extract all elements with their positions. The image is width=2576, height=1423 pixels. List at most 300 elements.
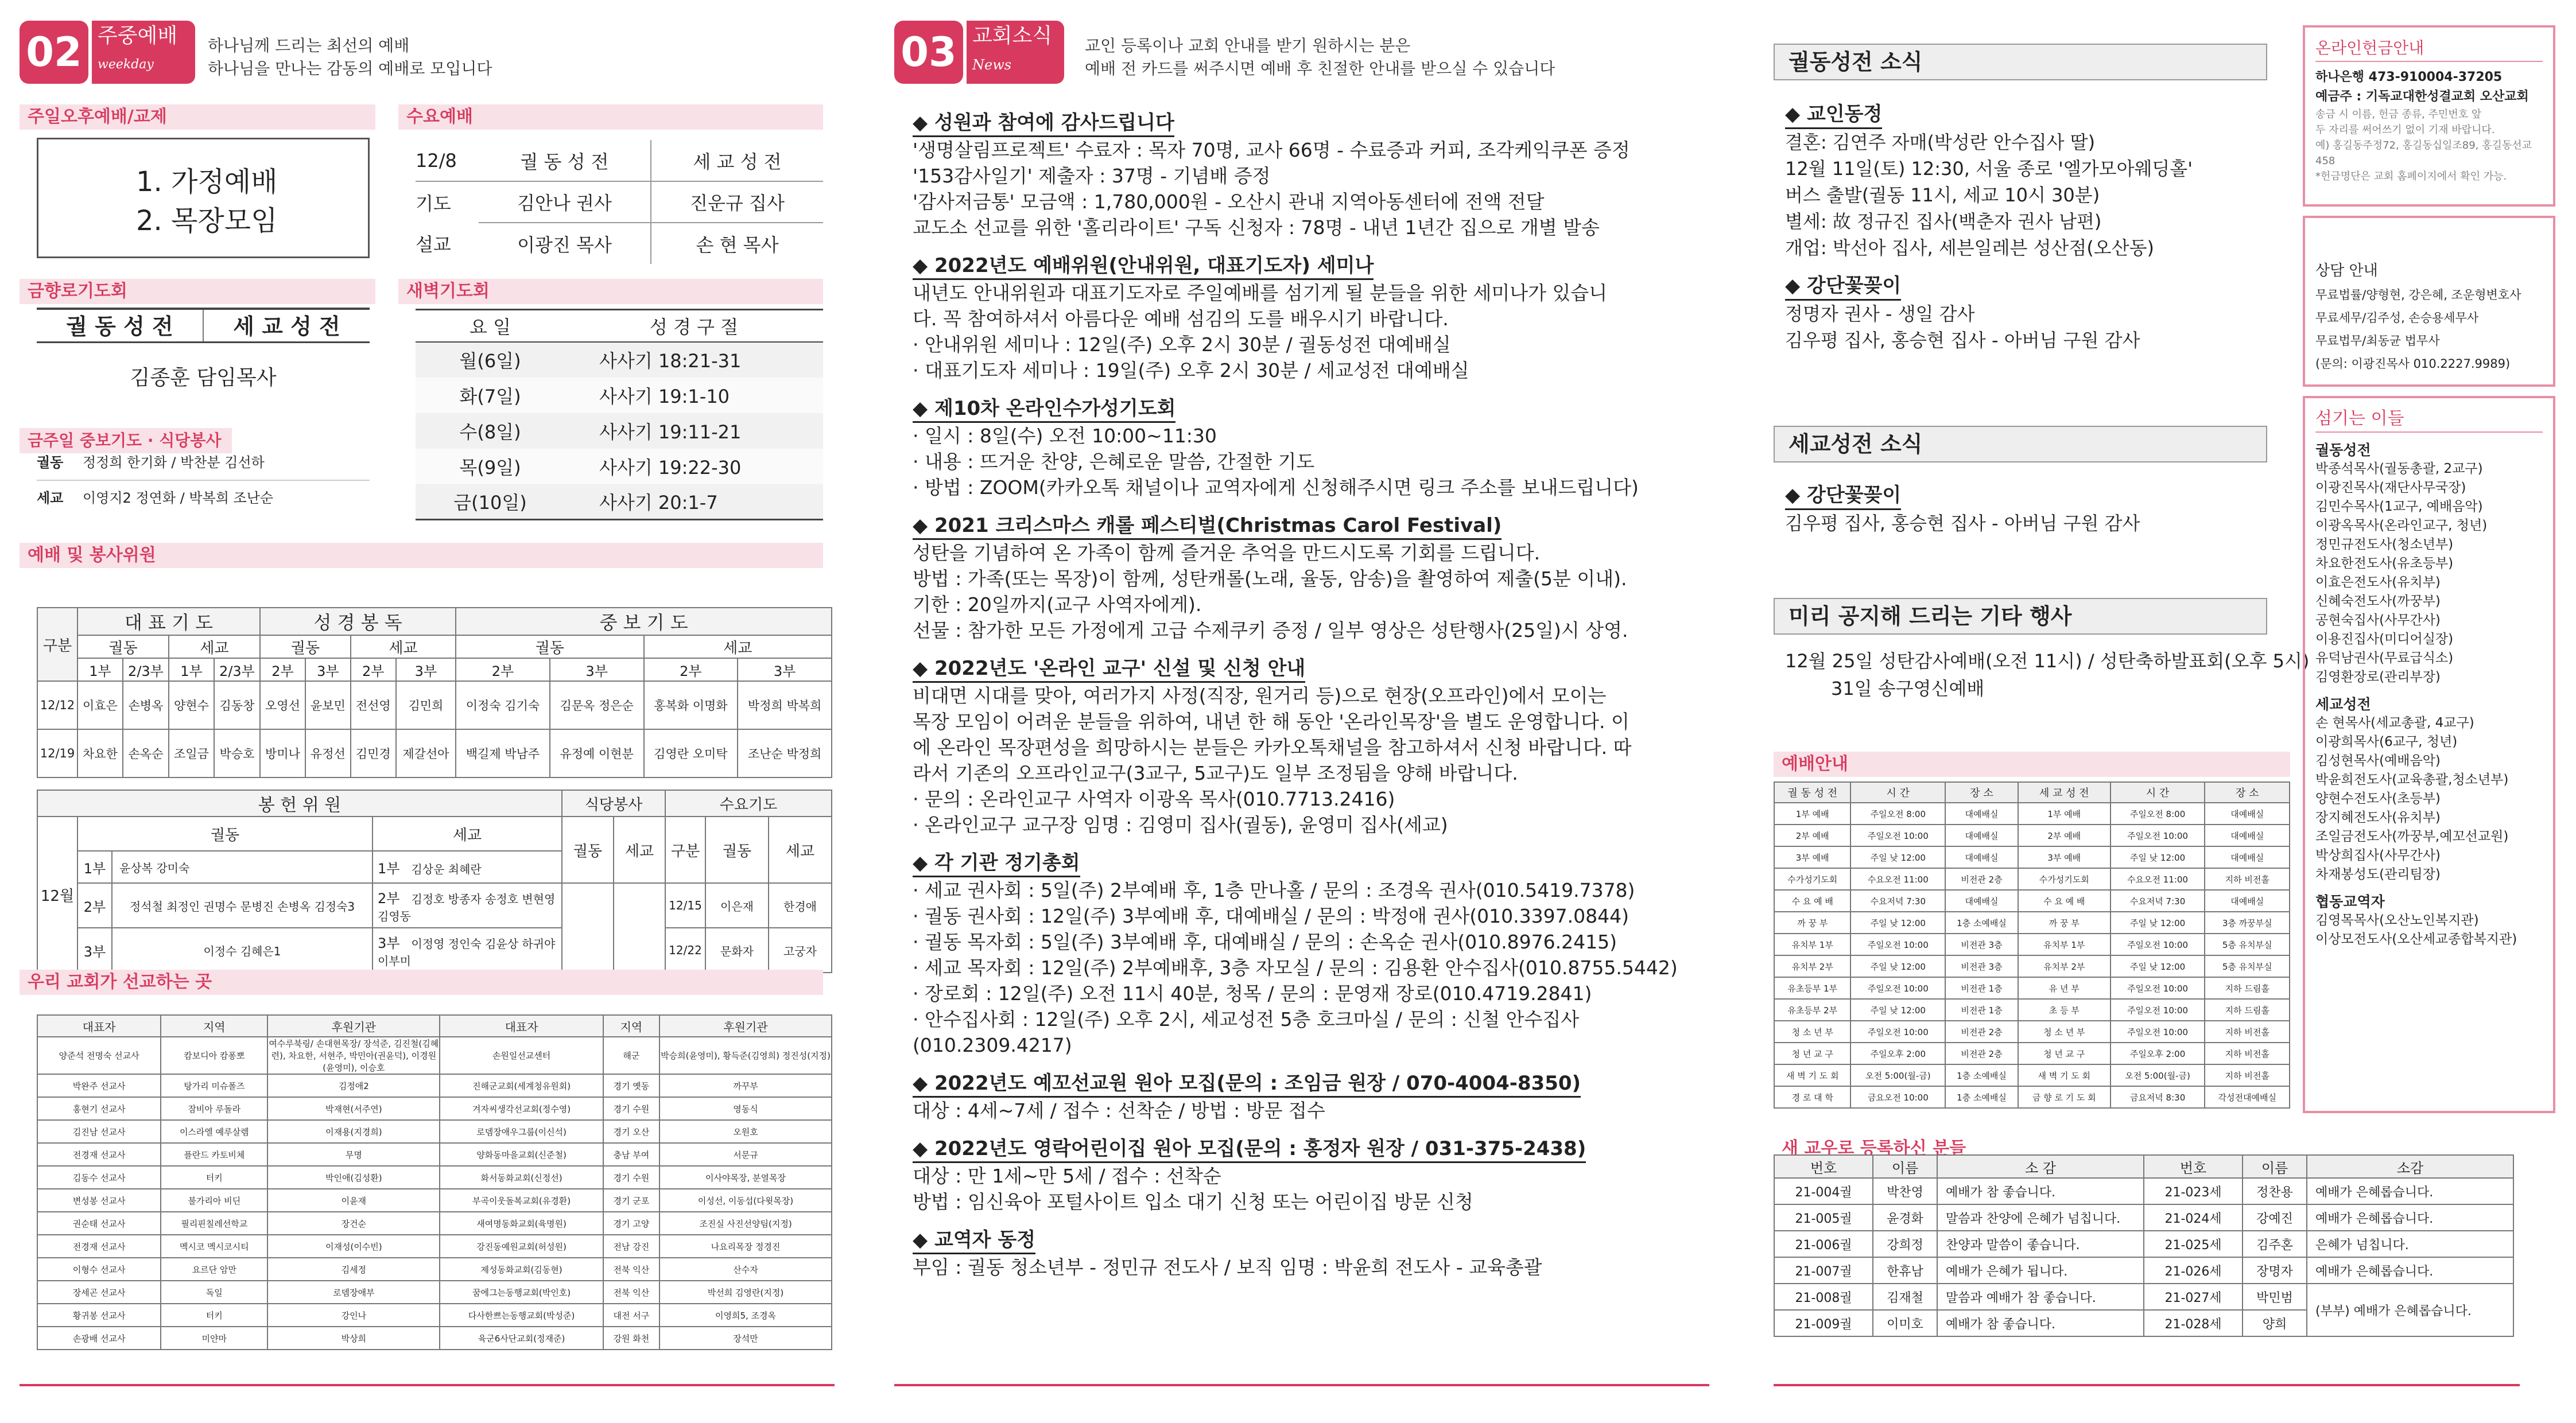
wed-table	[416, 140, 823, 264]
worship-cell: 비전관 3층	[1945, 955, 2018, 977]
svc-col: 3부	[305, 658, 351, 681]
fri-head-cell: 세 교 성 전	[233, 314, 340, 339]
worship-cell: 3층 까꿍부실	[2205, 912, 2290, 934]
worship-cell: 까 꿍 부	[2018, 912, 2111, 934]
mission-cell: 잠비아 루돌라	[161, 1097, 267, 1120]
worship-row	[1774, 912, 2290, 934]
worship-head-cell: 궐 동 성 전	[1774, 782, 1850, 803]
staff-group-label: 궐동성전	[2315, 442, 2371, 458]
svc-group: 중 보 기 도	[456, 608, 832, 635]
svc-cell: 이정숙 김기숙	[456, 681, 550, 729]
mission-cell: 전북 익산	[603, 1281, 659, 1304]
offer-part: 1부	[378, 860, 400, 877]
offer-month: 12월	[37, 817, 77, 973]
wed-cell: 김안나 권사	[479, 181, 651, 223]
worship-cell: 수 요 예 배	[2018, 890, 2111, 912]
online-line: 하나은행 473-910004-37205	[2315, 70, 2503, 84]
svc-col: 2부	[456, 658, 550, 681]
wedp-date: 12/22	[665, 928, 705, 973]
newcomer-cell: 은혜가 넘칩니다.	[2307, 1231, 2513, 1257]
svc-col: 2부	[644, 658, 738, 681]
mission-cell: 경기 군포	[603, 1189, 659, 1212]
svc-sub: 궐동	[456, 635, 643, 658]
mission-cell: 산수자	[659, 1258, 832, 1281]
newcomer-cell: 예배가 참 좋습니다.	[1937, 1310, 2144, 1336]
fri-preacher: 김종훈 담임목사	[130, 366, 277, 390]
worship-cell: 수 요 예 배	[1774, 890, 1850, 912]
dawn-verse: 사사기 19:11-21	[599, 421, 742, 443]
online-offering-box	[2303, 25, 2555, 207]
counsel-line: 무료세무/김주성, 손승용세무사	[2315, 311, 2479, 325]
mission-row	[37, 1120, 832, 1143]
mission-cell: 경기 수원	[603, 1097, 659, 1120]
worship-cell: 비전관 1층	[1945, 977, 2018, 999]
mission-cell: 오원호	[659, 1120, 832, 1143]
worship-cell: 대예배실	[1945, 825, 2018, 846]
mission-cell: 김진남 선교사	[37, 1120, 161, 1143]
mission-head-cell: 지역	[603, 1015, 659, 1037]
svc-col: 3부	[550, 658, 644, 681]
staff-member: 이용진집사(미디어실장)	[2315, 632, 2454, 647]
staff-member: 손 현목사(세교총괄, 4교구)	[2315, 716, 2474, 730]
news-line: 선물 : 참가한 모든 가정에게 고급 수제쿠키 증정 / 일부 영상은 성탄행사(25일)시 상영.	[913, 619, 1628, 641]
news-line: 버스 출발(궐동 11시, 세교 10시 30분)	[1785, 184, 2100, 206]
offer-sub: 궐동	[77, 817, 373, 851]
worship-cell: 금요오전 10:00	[1850, 1086, 1945, 1108]
online-line: 송금 시 이름, 헌금 종류, 주민번호 앞	[2315, 108, 2482, 120]
offer-part: 3부	[378, 935, 400, 951]
mission-cell: 까꾸부	[659, 1074, 832, 1097]
svc-cell: 김동창	[214, 681, 260, 729]
newcomer-cell: 장명자	[2243, 1257, 2307, 1284]
worship-cell: 주일오전 8:00	[1850, 803, 1945, 825]
mission-cell: 이사야목장, 분열목장	[659, 1166, 832, 1189]
wedp-title: 수요기도	[665, 790, 832, 817]
offer-cell	[112, 851, 373, 883]
staff-member: 양현수전도사(초등부)	[2315, 791, 2441, 806]
worship-cell: 지하 드림홀	[2205, 977, 2290, 999]
mission-row	[37, 1143, 832, 1166]
svc-cell: 유정선	[305, 729, 351, 777]
worship-cell: 주일오전 10:00	[1850, 934, 1945, 955]
news-title: ◆ 2022년도 예배위원(안내위원, 대표기도자) 세미나	[913, 253, 1374, 280]
wedp-cell: 문화자	[705, 928, 769, 973]
svc-cell: 윤보민	[305, 681, 351, 729]
worship-cell: 청 소 년 부	[1774, 1021, 1850, 1043]
section-header: 수요예배	[398, 104, 823, 130]
section-header: 새 교우로 등록하신 분들	[1774, 1136, 2290, 1161]
dawn-verse: 사사기 19:1-10	[599, 385, 730, 407]
svc-col: 2/3부	[214, 658, 260, 681]
wedp-cell: 한경애	[769, 883, 832, 928]
news-title: ◆ 2022년도 '온라인 교구' 신설 및 신청 안내	[913, 656, 1305, 683]
mission-cell: 이성선, 이동섭(다윗목장)	[659, 1189, 832, 1212]
news-line: 에 온라인 목장편성을 희망하시는 분들은 카카오톡채널을 참고하셔서 신청 바랍니다. 따	[913, 736, 1632, 759]
mission-cell: 탕가리 미슈폴즈	[161, 1074, 267, 1097]
news-line: 별세: 故 정규진 집사(백춘자 권사 남편)	[1785, 211, 2102, 232]
mission-cell: 꿈에그는동행교회(박인호)	[440, 1281, 603, 1304]
offer-part: 1부	[77, 851, 112, 883]
staff-member: 박윤희전도사(교육총괄,청소년부)	[2315, 772, 2509, 787]
newcomer-cell: 21-026세	[2144, 1257, 2243, 1284]
svc-cell: 유정예 이현분	[550, 729, 644, 777]
mission-cell: 전북 익산	[603, 1258, 659, 1281]
meal-sub: 궐동	[562, 817, 614, 883]
svc-row	[37, 729, 832, 777]
intro-line: 하나님을 만나는 감동의 예배로 모입니다	[208, 59, 492, 78]
worship-cell: 주일오전 10:00	[2111, 999, 2205, 1021]
news-title: ◆ 성원과 참여에 감사드립니다	[913, 110, 1174, 137]
counsel-title: 상담 안내	[2315, 262, 2378, 279]
worship-cell: 주일오후 2:00	[1850, 1043, 1945, 1064]
news-title: ◆ 강단꽃꽂이	[1785, 482, 1901, 510]
staff-member: 차요한전도사(유초등부)	[2315, 556, 2454, 571]
news-title: ◆ 강단꽃꽂이	[1785, 273, 1901, 301]
mid-names: 정정희 한기화 / 박찬분 김선하	[83, 454, 265, 471]
meal-title: 식당봉사	[562, 790, 665, 817]
svc-cell: 이효은	[77, 681, 123, 729]
mission-cell: 터키	[161, 1304, 267, 1327]
newcomer-table	[1774, 1154, 2514, 1337]
dawn-day: 수(8일)	[459, 421, 521, 443]
news-title: ◆ 2022년도 영락어린이집 원아 모집(문의 : 홍정자 원장 / 031-375-2438)	[913, 1136, 1586, 1163]
worship-cell: 대예배실	[2205, 825, 2290, 846]
worship-cell: 오전 5:00(월-금)	[2111, 1064, 2205, 1086]
mission-cell: 터키	[161, 1166, 267, 1189]
svc-gubun: 구분	[37, 608, 77, 681]
intro-line: 예배 전 카드를 써주시면 예배 후 친절한 안내를 받으실 수 있습니다	[1085, 59, 1555, 78]
section-header: 새벽기도회	[398, 279, 823, 304]
worship-cell: 지하 드림홀	[2205, 999, 2290, 1021]
staff-member: 조일금전도사(까꿍부,예꼬선교원)	[2315, 829, 2509, 844]
fri-head	[37, 308, 370, 343]
svc-cell: 홍복화 이명화	[644, 681, 738, 729]
newcomer-cell: 21-027세	[2144, 1284, 2243, 1310]
mission-row	[37, 1235, 832, 1258]
service-table	[37, 607, 832, 778]
newcomer-head-cell: 이름	[2243, 1155, 2307, 1178]
offer-names: 김상운 최혜란	[411, 862, 482, 876]
worship-cell: 수요저녁 7:30	[1850, 890, 1945, 912]
news-section	[913, 1130, 1716, 1215]
worship-head-cell: 세 교 성 전	[2018, 782, 2111, 803]
dawn-table	[416, 309, 823, 520]
mission-cell: 영동식	[659, 1097, 832, 1120]
offer-names: 김정호 방종자 송정호 변현영 김영동	[378, 892, 556, 923]
mission-row	[37, 1281, 832, 1304]
offer-cell	[373, 883, 562, 928]
worship-cell: 대예배실	[1945, 846, 2018, 868]
page-subtitle: News	[972, 57, 1012, 73]
news-line: 성탄을 기념하여 온 가족이 함께 즐거운 추억을 만드시도록 기회를 드립니다.	[913, 542, 1541, 564]
worship-cell: 비전관 3층	[1945, 934, 2018, 955]
worship-cell: 유초등부 2부	[1774, 999, 1850, 1021]
news-line: '153감사일기' 제출자 : 37명 - 기념배 증정	[913, 165, 1271, 187]
wed-cell: 이광진 목사	[517, 234, 612, 256]
news-section	[913, 390, 1716, 500]
mission-cell: 김정애2	[267, 1074, 440, 1097]
offer-names: 정석철 최정인 권명수 문병진 손병옥 김정숙3	[112, 883, 373, 928]
newcomer-cell: 21-004궐	[1774, 1178, 1873, 1204]
mission-cell: 장세곤 선교사	[37, 1281, 161, 1304]
worship-cell: 1층 소예배실	[1945, 1086, 2018, 1108]
svc-cell: 방미나	[260, 729, 305, 777]
mission-head-cell: 후원기관	[267, 1015, 440, 1037]
mission-row	[37, 1074, 832, 1097]
dawn-verse: 사사기 20:1-7	[599, 491, 718, 514]
mission-cell: 서문규	[659, 1143, 832, 1166]
worship-cell: 수요오전 11:00	[2111, 868, 2205, 890]
svc-cell: 오영선	[260, 681, 305, 729]
worship-cell: 1층 소예배실	[1945, 912, 2018, 934]
mission-cell: 부곡이웃돌복교회(유경환)	[440, 1189, 603, 1212]
news-line: 방법 : 임신육아 포털사이트 입소 대기 신청 또는 어린이집 방문 신청	[913, 1191, 1473, 1213]
worship-cell: 유 년 부	[2018, 977, 2111, 999]
news-title: ◆ 교인동정	[1785, 101, 1882, 129]
svc-group: 대 표 기 도	[77, 608, 260, 635]
svc-cell: 차요한	[77, 729, 123, 777]
event-line: 12월 25일 성탄감사예배(오전 11시) / 성탄축하발표회(오후 5시)	[1785, 650, 2310, 672]
worship-table	[1774, 782, 2290, 1109]
newcomer-cell: 말씀과 예배가 참 좋습니다.	[1937, 1284, 2144, 1310]
online-line: 두 자리를 써어쓰기 없이 기재 바랍니다.	[2315, 124, 2495, 136]
mission-head-cell: 지역	[161, 1015, 267, 1037]
svc-sub: 궐동	[77, 635, 169, 658]
dawn-day: 목(9일)	[459, 456, 521, 479]
mission-head-cell: 후원기관	[659, 1015, 832, 1037]
gwol-news	[1785, 90, 2279, 353]
worship-cell: 주일오전 10:00	[2111, 934, 2205, 955]
worship-cell: 주일 낮 12:00	[1850, 955, 1945, 977]
dawn-verse: 사사기 19:22-30	[599, 456, 742, 479]
worship-row	[1774, 1064, 2290, 1086]
mission-cell: 박인애(김성환)	[267, 1166, 440, 1189]
news-line: · 세교 권사회 : 5일(주) 2부예배 후, 1층 만나홀 / 문의 : 조경옥 권사(010.5419.7378)	[913, 879, 1635, 901]
intro-line: 하나님께 드리는 최선의 예배	[208, 36, 410, 55]
newcomer-head-cell: 이름	[1873, 1155, 1937, 1178]
mission-cell: 조진실 사진선양팀(지정)	[659, 1212, 832, 1235]
dawn-day: 금(10일)	[453, 491, 527, 514]
news-line: 교도소 선교를 위한 '홀리라이트' 구독 신청자 : 78명 - 내년 1년간 집으로 개별 발송	[913, 216, 1600, 239]
news-line: · 내용 : 뜨거운 찬양, 은혜로운 말씀, 간절한 기도	[913, 450, 1315, 473]
newcomer-cell: 21-025세	[2144, 1231, 2243, 1257]
mission-cell: 해군	[603, 1037, 659, 1074]
mission-cell: 김세정	[267, 1258, 440, 1281]
news-section	[913, 247, 1716, 383]
news-section	[913, 507, 1716, 643]
newcomer-cell: 윤경화	[1873, 1204, 1937, 1231]
news-line: 라서 기존의 오프라인교구(3교구, 5교구)도 일부 조정됨을 양해 바랍니다.	[913, 762, 1518, 784]
event-title: 미리 공지해 드리는 기타 행사	[1774, 598, 2267, 635]
offer-part: 3부	[77, 928, 112, 973]
worship-cell: 주일 낮 12:00	[1850, 912, 1945, 934]
page-title-text: 교회소식	[972, 24, 1053, 48]
worship-head-cell: 장 소	[2205, 782, 2290, 803]
mission-row	[37, 1166, 832, 1189]
worship-cell: 대예배실	[1945, 803, 2018, 825]
news-line: · 일시 : 8일(수) 오전 10:00~11:30	[913, 425, 1217, 447]
worship-cell: 주일 낮 12:00	[2111, 846, 2205, 868]
svc-date: 12/12	[37, 681, 77, 729]
news-section	[913, 1222, 1716, 1280]
news-list	[913, 98, 1716, 1280]
newcomer-row	[1774, 1231, 2513, 1257]
wed-cell: 궐 동 성 전	[479, 140, 651, 181]
newcomer-row	[1774, 1284, 2513, 1310]
svc-row	[37, 681, 832, 729]
newcomer-cell: 예배가 은혜롭습니다.	[2307, 1178, 2513, 1204]
offering-table	[37, 790, 832, 973]
news-line: · 방법 : ZOOM(카카오톡 채널이나 교역자에게 신청해주시면 링크 주소를 보내드립니다)	[913, 476, 1639, 499]
staff-member: 김민수목사(1교구, 예배음악)	[2315, 499, 2483, 514]
svc-cell: 제갈선아	[396, 729, 456, 777]
wedp-cell: 고궁자	[769, 928, 832, 973]
news-line: 결혼: 김연주 자매(박성란 안수집사 딸)	[1785, 131, 2096, 153]
segyo-news-title: 세교성전 소식	[1774, 426, 2267, 462]
gwol-news-title: 궐동성전 소식	[1774, 44, 2267, 80]
worship-cell: 초 등 부	[2018, 999, 2111, 1021]
section-header: 금향로기도회	[20, 279, 375, 304]
servers-title: 섬기는 이들	[2315, 406, 2543, 433]
mission-cell: 겨자씨생각선교회(정수영)	[440, 1097, 603, 1120]
news-line: 부임 : 궐동 청소년부 - 정민규 전도사 / 보직 임명 : 박윤희 전도사 - 교육총괄	[913, 1256, 1542, 1278]
news-title: ◆ 2021 크리스마스 캐롤 페스티벌(Christmas Carol Festival)	[913, 513, 1502, 540]
news-line: · 장로회 : 12일(주) 오전 11시 40분, 청목 / 문의 : 문영재 장로(010.4719.2841)	[913, 982, 1592, 1005]
worship-cell: 수요저녁 7:30	[2111, 890, 2205, 912]
offer-names: 이정영 정인숙 김윤상 하귀야 이부미	[378, 937, 556, 968]
worship-cell: 유치부 1부	[2018, 934, 2111, 955]
worship-cell: 주일오전 10:00	[2111, 977, 2205, 999]
newcomer-cell: 이미호	[1873, 1310, 1937, 1336]
worship-cell: 3부 예배	[2018, 846, 2111, 868]
mid-names: 이영지2 정연화 / 박복희 조난순	[83, 490, 274, 506]
mission-cell: 박완주 선교사	[37, 1074, 161, 1097]
svc-col: 2부	[351, 658, 396, 681]
newcomer-cell: 예배가 은혜롭습니다.	[2307, 1204, 2513, 1231]
section-header: 주일오후예배/교제	[20, 104, 375, 130]
fri-head-cell: 궐 동 성 전	[37, 310, 204, 341]
counsel-line: (문의: 이광진목사 010.2227.9989)	[2315, 357, 2511, 371]
mission-cell: 무명	[267, 1143, 440, 1166]
worship-row	[1774, 955, 2290, 977]
mission-cell: 전경재 선교사	[37, 1143, 161, 1166]
worship-cell: 대예배실	[1945, 890, 2018, 912]
mission-cell: 손원일선교센터	[440, 1037, 603, 1074]
meal-sub: 세교	[614, 817, 665, 883]
news-line: · 대표기도자 세미나 : 19일(주) 오후 2시 30분 / 세교성전 대예배실	[913, 359, 1469, 382]
news-section	[913, 845, 1716, 1058]
worship-row	[1774, 803, 2290, 825]
mission-cell: 박선희 김영란(지정)	[659, 1281, 832, 1304]
staff-member: 이광진목사(재단사무국장)	[2315, 480, 2466, 495]
worship-cell: 청 년 교 구	[1774, 1043, 1850, 1064]
newcomer-cell: 예배가 은혜롭습니다.	[2307, 1257, 2513, 1284]
mission-cell: 홍현기 선교사	[37, 1097, 161, 1120]
worship-row	[1774, 825, 2290, 846]
mission-cell: 손광배 선교사	[37, 1327, 161, 1350]
worship-row	[1774, 934, 2290, 955]
worship-cell: 대예배실	[2205, 846, 2290, 868]
newcomer-cell: 양희	[2243, 1310, 2307, 1336]
worship-row	[1774, 846, 2290, 868]
newcomer-row	[1774, 1257, 2513, 1284]
wedp-sub: 구분	[665, 817, 705, 883]
worship-cell: 2부 예배	[1774, 825, 1850, 846]
newcomer-cell: 21-009궐	[1774, 1310, 1873, 1336]
mission-cell: 요르단 암만	[161, 1258, 267, 1281]
mission-row	[37, 1327, 832, 1350]
counsel-box	[2303, 216, 2555, 387]
section-header: 예배 및 봉사위원	[20, 543, 823, 568]
worship-cell: 청 년 교 구	[2018, 1043, 2111, 1064]
news-line: 정명자 권사 - 생일 감사	[1785, 303, 1975, 325]
newcomer-head-cell: 번호	[1774, 1155, 1873, 1178]
worship-row	[1774, 868, 2290, 890]
mission-cell: 이재용(지경희)	[267, 1120, 440, 1143]
offer-sub: 세교	[373, 817, 562, 851]
worship-row	[1774, 999, 2290, 1021]
newcomer-head-cell: 소 감	[1937, 1155, 2144, 1178]
staff-member: 장지혜전도사(유치부)	[2315, 810, 2441, 825]
page-title	[92, 21, 195, 98]
segyo-news	[1785, 471, 2279, 536]
page-subtitle: weekday worship	[98, 57, 154, 98]
wed-cell: 손 현 목사	[651, 223, 823, 264]
worship-cell: 주일오전 10:00	[1850, 825, 1945, 846]
section-header: 금주일 중보기도 · 식당봉사	[20, 428, 232, 453]
offer-cell	[373, 928, 562, 973]
event-line: 31일 송구영신예배	[1831, 678, 1985, 699]
newcomer-comment: (부부) 예배가 은혜롭습니다.	[2307, 1284, 2513, 1336]
staff-member: 신혜숙전도사(까꿍부)	[2315, 594, 2441, 609]
mission-cell: 경기 옛동	[603, 1074, 659, 1097]
news-title: ◆ 각 기관 정기총회	[913, 850, 1080, 877]
news-line: 비대면 시대를 맞아, 여러가지 사정(직장, 원거리 등)으로 현장(오프라인)에서 모이는	[913, 685, 1607, 707]
worship-cell: 수가성기도회	[1774, 868, 1850, 890]
mission-cell: 박승희(윤영미), 황득준(김영희) 정진성(지정)	[659, 1037, 832, 1074]
worship-cell: 각성전대예배실	[2205, 1086, 2290, 1108]
mission-cell: 플란드 카토비체	[161, 1143, 267, 1166]
news-line: · 안내위원 세미나 : 12일(주) 오후 2시 30분 / 궐동성전 대예배실	[913, 333, 1451, 356]
news-section	[913, 1065, 1716, 1123]
news-line: · 안수집사회 : 12일(주) 오후 2시, 세교성전 5층 호크마실 / 문의 : 신철 안수집사	[913, 1008, 1580, 1031]
page-number: 03	[894, 21, 963, 84]
svc-cell: 손옥순	[123, 729, 169, 777]
svc-cell: 김문옥 정은순	[550, 681, 644, 729]
worship-cell: 5층 유치부실	[2205, 934, 2290, 955]
mission-row	[37, 1258, 832, 1281]
page-intro	[1085, 34, 1555, 80]
worship-cell: 청 소 년 부	[2018, 1021, 2111, 1043]
worship-cell: 비전관 2층	[1945, 1021, 2018, 1043]
mission-cell: 여수루북링/ 손대현목장/ 장석준, 김진철(김혜련), 차요한, 서현주, 박민아(권윤덕), 이경원(윤영미), 이승호	[267, 1037, 440, 1074]
news-line: 방법 : 가족(또는 목장)이 함께, 성탄캐롤(노래, 율동, 암송)을 촬영하여 제출(5분 이내).	[913, 567, 1627, 590]
newcomer-cell: 21-006궐	[1774, 1231, 1873, 1257]
mission-cell: 다사한쁘는동행교회(박성준)	[440, 1304, 603, 1327]
sunday-item: 1. 가정예배	[136, 166, 278, 198]
news-section	[913, 650, 1716, 838]
offer-cell	[373, 851, 562, 883]
mission-row	[37, 1304, 832, 1327]
page-title-text: 주중예배	[98, 24, 178, 48]
counsel-line: 무료법률/양형현, 강은혜, 조운형변호사	[2315, 288, 2521, 302]
newcomer-row	[1774, 1204, 2513, 1231]
newcomer-cell: 21-024세	[2144, 1204, 2243, 1231]
news-title: ◆ 제10차 온라인수가성기도회	[913, 396, 1176, 423]
newcomer-cell: 예배가 참 좋습니다.	[1937, 1178, 2144, 1204]
mission-cell: 진해군교회(세계청유원회)	[440, 1074, 603, 1097]
mission-cell: 이스라엘 예루살렘	[161, 1120, 267, 1143]
